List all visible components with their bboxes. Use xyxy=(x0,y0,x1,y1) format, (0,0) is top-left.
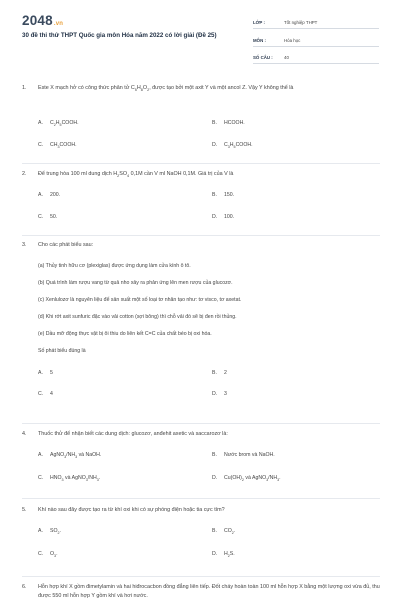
option-b[interactable]: B. 2 xyxy=(212,370,227,376)
statement-d: (d) Khi rớt axit sunfuric đặc vào vải cotton (sợi bông) thì chỗ vải đó sẽ bị đen rồi thủng. xyxy=(38,314,237,320)
option-a[interactable]: A. $C_2H_5COOH$. xyxy=(38,120,79,128)
question-number: 2. xyxy=(22,171,27,177)
site-logo[interactable]: 2048.vn xyxy=(22,13,64,28)
question-text: Để trung hòa 100 ml dung dịch $H_2SO_4$ 0,1M cần V ml NaOH 0,1M. Giá trị của V là xyxy=(38,171,234,179)
question-text: Hỗn hợp khí X gồm đimetylamin và hai hiđrocacbon đồng đẳng liên tiếp. Đốt cháy hoàn toàn 100 ml hỗn hợp X bằng một lượng oxi vừa đủ, thu được 550 ml hỗn hợp Y gồm khí và hơi nước. xyxy=(38,584,380,599)
option-a[interactable]: A. 5 xyxy=(38,370,53,376)
meta-value: Tốt nghiệp THPT xyxy=(284,20,318,25)
meta-row-subject xyxy=(253,31,379,47)
question-number: 1. xyxy=(22,85,27,91)
statement-b: (b) Quá trình làm rượu vang từ quả nho xảy ra phản ứng lên men rượu của glucozơ. xyxy=(38,280,233,286)
option-b[interactable]: B. HCOOH. xyxy=(212,120,245,126)
statement-a: (a) Thủy tinh hữu cơ (plexiglas) được ứng dụng làm cửa kính ô tô. xyxy=(38,263,191,269)
option-c[interactable]: C. 50. xyxy=(38,214,58,220)
question-number: 3. xyxy=(22,242,27,248)
option-c[interactable]: C. 4 xyxy=(38,391,53,397)
option-d[interactable]: D. $C_3H_5COOH$. xyxy=(212,142,253,150)
meta-key: LỚP : xyxy=(253,20,265,25)
question-2 xyxy=(22,170,380,230)
question-5 xyxy=(22,506,380,566)
meta-key: SỐ CÂU : xyxy=(253,55,273,60)
meta-value: 40 xyxy=(284,55,289,60)
option-a[interactable]: A. 200. xyxy=(38,192,61,198)
option-d[interactable]: D. $H_2S$. xyxy=(212,551,235,559)
divider xyxy=(22,576,380,577)
meta-value: Hóa học xyxy=(284,37,301,43)
meta-row-count xyxy=(253,48,379,64)
option-d[interactable]: D. 100. xyxy=(212,214,235,220)
document-title: 30 đề thi thử THPT Quốc gia môn Hóa năm 2022 có lời giải (Đề 25) xyxy=(22,32,217,39)
question-text: Cho các phát biểu sau: xyxy=(38,242,94,248)
option-d[interactable]: D. $Cu(OH)_2$ và $AgNO_3/NH_3$. xyxy=(212,475,281,483)
option-a[interactable]: A. $AgNO_3/NH_3$ và NaOH. xyxy=(38,452,102,460)
divider xyxy=(22,163,380,164)
option-c[interactable]: C. $O_3$. xyxy=(38,551,58,559)
question-text: Thuốc thử để nhận biết các dung dịch: glucozơ, anđehit axetic và saccarozơ là: xyxy=(38,431,228,437)
question-number: 5. xyxy=(22,507,27,513)
option-b[interactable]: B. $CO_2$. xyxy=(212,528,236,536)
meta-key: MÔN : xyxy=(253,37,266,43)
option-d[interactable]: D. 3 xyxy=(212,391,227,397)
question-1 xyxy=(22,84,380,152)
divider xyxy=(22,423,380,424)
statement-e: (e) Dầu mỡ động thực vật bị ôi thiu do liên kết C=C của chất béo bị oxi hóa. xyxy=(38,331,212,337)
divider xyxy=(22,235,380,236)
question-4 xyxy=(22,430,380,490)
option-b[interactable]: B. Nước brom và NaOH. xyxy=(212,452,275,458)
question-6 xyxy=(22,583,380,600)
question-3 xyxy=(22,241,380,441)
meta-row-class xyxy=(253,13,379,29)
statement-prompt: Số phát biểu đúng là xyxy=(38,348,86,354)
option-c[interactable]: C. $HNO_3$ và $AgNO_3/NH_3$. xyxy=(38,475,101,483)
option-c[interactable]: C. $CH_3COOH$. xyxy=(38,142,77,150)
question-number: 4. xyxy=(22,431,27,437)
option-b[interactable]: B. 150. xyxy=(212,192,235,198)
header xyxy=(0,0,400,64)
question-number: 6. xyxy=(22,584,27,590)
divider xyxy=(22,498,380,499)
question-text: Este X mạch hở có công thức phân tử $C_5H_8O_2$, được tạo bởi một axit Y và một ancol Z. Vậy Y không thể là xyxy=(38,85,294,93)
statement-c: (c) Xenlulozơ là nguyên liệu để sản xuất một số loại tơ nhân tạo như: tơ visco, tơ axetat. xyxy=(38,297,242,303)
exam-meta xyxy=(253,13,379,66)
option-a[interactable]: A. $SO_2$. xyxy=(38,528,61,536)
question-text: Khí nào sau đây được tạo ra từ khí oxi khi có sự phóng điện hoặc tia cực tím? xyxy=(38,507,225,513)
